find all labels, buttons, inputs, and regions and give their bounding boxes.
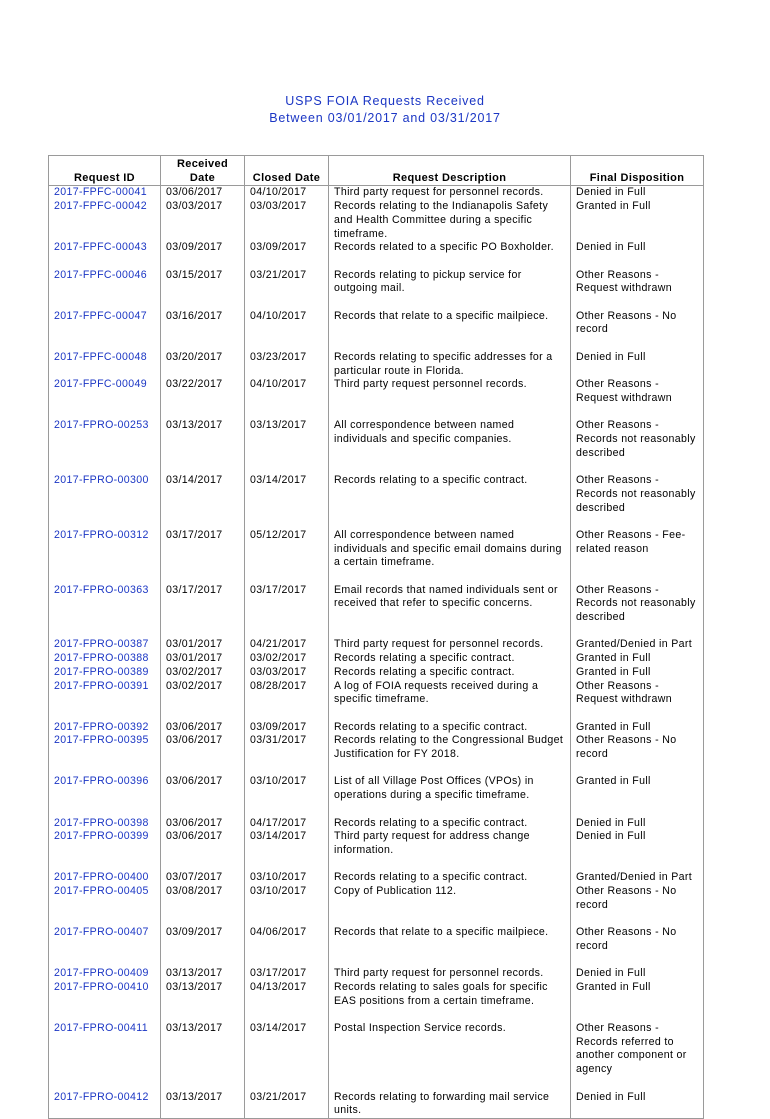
closed-date-cell: 04/21/2017 (245, 638, 329, 652)
closed-date-cell: 03/14/2017 (245, 1022, 329, 1091)
received-date-cell: 03/01/2017 (161, 652, 245, 666)
request-id-cell: 2017-FPRO-00312 (49, 529, 161, 584)
final-disposition-cell: Granted/Denied in Part (571, 638, 704, 652)
table-row (49, 378, 704, 419)
request-id-cell: 2017-FPFC-00042 (49, 200, 161, 241)
request-id-cell: 2017-FPRO-00398 (49, 817, 161, 831)
request-description-cell: List of all Village Post Offices (VPOs) in operations during a specific timeframe. (329, 775, 571, 816)
closed-date-cell: 03/23/2017 (245, 351, 329, 378)
final-disposition-cell: Granted in Full (571, 721, 704, 735)
table-row (49, 967, 704, 981)
request-description-cell: Third party request personnel records. (329, 378, 571, 419)
table-row (49, 775, 704, 816)
table-row (49, 186, 704, 200)
closed-date-cell: 03/09/2017 (245, 721, 329, 735)
table-row (49, 419, 704, 474)
final-disposition-cell: Denied in Full (571, 967, 704, 981)
request-description-cell: Postal Inspection Service records. (329, 1022, 571, 1091)
request-id-cell: 2017-FPFC-00049 (49, 378, 161, 419)
table-row (49, 200, 704, 241)
request-id-cell: 2017-FPRO-00388 (49, 652, 161, 666)
table-row (49, 680, 704, 721)
closed-date-cell: 03/17/2017 (245, 967, 329, 981)
final-disposition-cell: Other Reasons - No record (571, 885, 704, 926)
table-row (49, 652, 704, 666)
request-description-cell: Third party request for personnel records. (329, 638, 571, 652)
table-row (49, 981, 704, 1022)
request-id-cell: 2017-FPRO-00396 (49, 775, 161, 816)
request-id-cell: 2017-FPFC-00043 (49, 241, 161, 268)
final-disposition-cell: Other Reasons - Records not reasonably described (571, 419, 704, 474)
request-id-cell: 2017-FPRO-00395 (49, 734, 161, 775)
header-request-id: Request ID (49, 156, 161, 186)
received-date-cell: 03/06/2017 (161, 817, 245, 831)
final-disposition-cell: Other Reasons - No record (571, 926, 704, 967)
header-request-description: Request Description (329, 156, 571, 186)
request-id-cell: 2017-FPRO-00405 (49, 885, 161, 926)
table-row (49, 871, 704, 885)
request-id-cell: 2017-FPFC-00048 (49, 351, 161, 378)
final-disposition-cell: Denied in Full (571, 817, 704, 831)
table-row (49, 1091, 704, 1119)
request-description-cell: Records relating to a specific contract. (329, 871, 571, 885)
request-description-cell: Records relating to a specific contract. (329, 721, 571, 735)
final-disposition-cell: Denied in Full (571, 351, 704, 378)
request-description-cell: Third party request for personnel records. (329, 967, 571, 981)
received-date-cell: 03/13/2017 (161, 967, 245, 981)
closed-date-cell: 03/10/2017 (245, 775, 329, 816)
final-disposition-cell: Other Reasons - Records not reasonably described (571, 584, 704, 639)
received-date-cell: 03/06/2017 (161, 186, 245, 200)
request-id-cell: 2017-FPRO-00411 (49, 1022, 161, 1091)
received-date-cell: 03/06/2017 (161, 721, 245, 735)
received-date-cell: 03/02/2017 (161, 666, 245, 680)
closed-date-cell: 03/17/2017 (245, 584, 329, 639)
table-row (49, 885, 704, 926)
closed-date-cell: 03/10/2017 (245, 885, 329, 926)
received-date-cell: 03/16/2017 (161, 310, 245, 351)
closed-date-cell: 03/03/2017 (245, 200, 329, 241)
request-description-cell: Third party request for address change information. (329, 830, 571, 871)
request-description-cell: Records relating to a specific contract. (329, 474, 571, 529)
request-description-cell: Records relating to sales goals for specific EAS positions from a certain timeframe. (329, 981, 571, 1022)
request-description-cell: Records relating to the Congressional Budget Justification for FY 2018. (329, 734, 571, 775)
table-row (49, 310, 704, 351)
final-disposition-cell: Denied in Full (571, 186, 704, 200)
final-disposition-cell: Granted in Full (571, 200, 704, 241)
received-date-cell: 03/20/2017 (161, 351, 245, 378)
table-row (49, 830, 704, 871)
table-row (49, 734, 704, 775)
request-id-cell: 2017-FPRO-00389 (49, 666, 161, 680)
final-disposition-cell: Denied in Full (571, 830, 704, 871)
closed-date-cell: 04/06/2017 (245, 926, 329, 967)
request-id-cell: 2017-FPRO-00300 (49, 474, 161, 529)
received-date-cell: 03/08/2017 (161, 885, 245, 926)
closed-date-cell: 04/17/2017 (245, 817, 329, 831)
closed-date-cell: 03/03/2017 (245, 666, 329, 680)
request-id-cell: 2017-FPRO-00409 (49, 967, 161, 981)
received-date-cell: 03/03/2017 (161, 200, 245, 241)
table-row (49, 584, 704, 639)
request-id-cell: 2017-FPRO-00253 (49, 419, 161, 474)
closed-date-cell: 04/10/2017 (245, 310, 329, 351)
closed-date-cell: 03/09/2017 (245, 241, 329, 268)
request-id-cell: 2017-FPRO-00392 (49, 721, 161, 735)
request-description-cell: Records relating to a specific contract. (329, 817, 571, 831)
request-description-cell: Records relating a specific contract. (329, 666, 571, 680)
request-id-cell: 2017-FPRO-00363 (49, 584, 161, 639)
final-disposition-cell: Denied in Full (571, 241, 704, 268)
request-description-cell: Records relating to the Indianapolis Safety and Health Committee during a specific timeframe. (329, 200, 571, 241)
request-id-cell: 2017-FPRO-00412 (49, 1091, 161, 1119)
table-row (49, 817, 704, 831)
request-id-cell: 2017-FPRO-00410 (49, 981, 161, 1022)
page-subtitle: Between 03/01/2017 and 03/31/2017 (269, 111, 501, 125)
received-date-cell: 03/13/2017 (161, 1022, 245, 1091)
final-disposition-cell: Granted in Full (571, 652, 704, 666)
closed-date-cell: 03/14/2017 (245, 474, 329, 529)
received-date-cell: 03/02/2017 (161, 680, 245, 721)
page-title: USPS FOIA Requests Received (285, 94, 485, 108)
request-id-cell: 2017-FPFC-00046 (49, 269, 161, 310)
request-id-cell: 2017-FPRO-00391 (49, 680, 161, 721)
received-date-cell: 03/06/2017 (161, 775, 245, 816)
table-row (49, 721, 704, 735)
request-description-cell: Records that relate to a specific mailpiece. (329, 926, 571, 967)
request-description-cell: Records relating to specific addresses for a particular route in Florida. (329, 351, 571, 378)
final-disposition-cell: Other Reasons - Request withdrawn (571, 269, 704, 310)
request-description-cell: Copy of Publication 112. (329, 885, 571, 926)
request-id-cell: 2017-FPRO-00387 (49, 638, 161, 652)
received-date-cell: 03/13/2017 (161, 1091, 245, 1119)
header-final-disposition: Final Disposition (571, 156, 704, 186)
table-row (49, 926, 704, 967)
request-description-cell: Records that relate to a specific mailpiece. (329, 310, 571, 351)
received-date-cell: 03/07/2017 (161, 871, 245, 885)
received-date-cell: 03/15/2017 (161, 269, 245, 310)
table-header-row (49, 156, 704, 186)
closed-date-cell: 03/31/2017 (245, 734, 329, 775)
final-disposition-cell: Granted/Denied in Part (571, 871, 704, 885)
request-description-cell: Email records that named individuals sent or received that refer to specific concerns. (329, 584, 571, 639)
final-disposition-cell: Other Reasons - No record (571, 310, 704, 351)
final-disposition-cell: Granted in Full (571, 981, 704, 1022)
received-date-cell: 03/14/2017 (161, 474, 245, 529)
table-row (49, 241, 704, 268)
table-row (49, 269, 704, 310)
request-description-cell: All correspondence between named individuals and specific email domains during a certain timeframe. (329, 529, 571, 584)
header-closed-date: Closed Date (245, 156, 329, 186)
received-date-cell: 03/01/2017 (161, 638, 245, 652)
received-date-cell: 03/13/2017 (161, 981, 245, 1022)
closed-date-cell: 05/12/2017 (245, 529, 329, 584)
foia-requests-table (48, 155, 704, 1119)
table-row (49, 638, 704, 652)
table-row (49, 351, 704, 378)
received-date-cell: 03/09/2017 (161, 241, 245, 268)
closed-date-cell: 03/10/2017 (245, 871, 329, 885)
request-description-cell: Records relating to pickup service for outgoing mail. (329, 269, 571, 310)
closed-date-cell: 03/21/2017 (245, 1091, 329, 1119)
request-id-cell: 2017-FPRO-00400 (49, 871, 161, 885)
final-disposition-cell: Denied in Full (571, 1091, 704, 1119)
final-disposition-cell: Other Reasons - Records referred to another component or agency (571, 1022, 704, 1091)
closed-date-cell: 04/10/2017 (245, 186, 329, 200)
closed-date-cell: 08/28/2017 (245, 680, 329, 721)
request-description-cell: Third party request for personnel records. (329, 186, 571, 200)
final-disposition-cell: Granted in Full (571, 666, 704, 680)
closed-date-cell: 03/02/2017 (245, 652, 329, 666)
closed-date-cell: 03/14/2017 (245, 830, 329, 871)
table-row (49, 666, 704, 680)
request-id-cell: 2017-FPRO-00399 (49, 830, 161, 871)
received-date-cell: 03/09/2017 (161, 926, 245, 967)
request-description-cell: Records related to a specific PO Boxholder. (329, 241, 571, 268)
final-disposition-cell: Other Reasons - Records not reasonably described (571, 474, 704, 529)
request-id-cell: 2017-FPFC-00041 (49, 186, 161, 200)
received-date-cell: 03/17/2017 (161, 584, 245, 639)
request-description-cell: All correspondence between named individuals and specific companies. (329, 419, 571, 474)
received-date-cell: 03/13/2017 (161, 419, 245, 474)
final-disposition-cell: Other Reasons - Request withdrawn (571, 680, 704, 721)
request-description-cell: Records relating to forwarding mail service units. (329, 1091, 571, 1119)
received-date-cell: 03/06/2017 (161, 830, 245, 871)
final-disposition-cell: Other Reasons - Fee-related reason (571, 529, 704, 584)
final-disposition-cell: Other Reasons - Request withdrawn (571, 378, 704, 419)
table-body (49, 186, 704, 1119)
closed-date-cell: 04/10/2017 (245, 378, 329, 419)
closed-date-cell: 03/13/2017 (245, 419, 329, 474)
received-date-cell: 03/17/2017 (161, 529, 245, 584)
final-disposition-cell: Granted in Full (571, 775, 704, 816)
table-row (49, 529, 704, 584)
request-id-cell: 2017-FPFC-00047 (49, 310, 161, 351)
request-description-cell: Records relating a specific contract. (329, 652, 571, 666)
closed-date-cell: 03/21/2017 (245, 269, 329, 310)
request-id-cell: 2017-FPRO-00407 (49, 926, 161, 967)
table-row (49, 1022, 704, 1091)
header-received-date: Received Date (161, 156, 245, 186)
final-disposition-cell: Other Reasons - No record (571, 734, 704, 775)
received-date-cell: 03/22/2017 (161, 378, 245, 419)
closed-date-cell: 04/13/2017 (245, 981, 329, 1022)
request-description-cell: A log of FOIA requests received during a specific timeframe. (329, 680, 571, 721)
received-date-cell: 03/06/2017 (161, 734, 245, 775)
table-row (49, 474, 704, 529)
